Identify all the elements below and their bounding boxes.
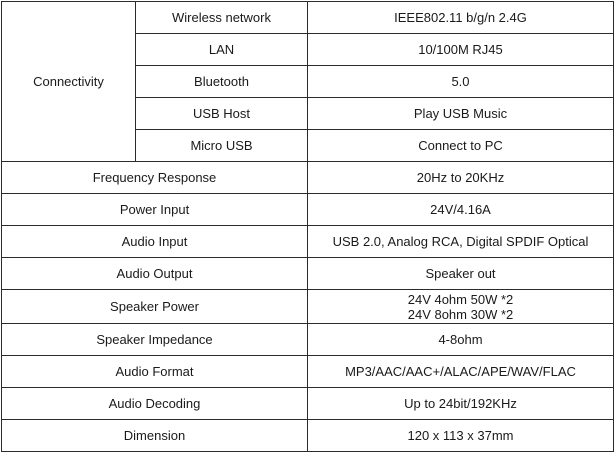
spec-name: Power Input	[2, 194, 308, 226]
spec-name: Audio Input	[2, 226, 308, 258]
table-row	[2, 2, 614, 34]
spec-value: Play USB Music	[308, 98, 614, 130]
spec-name: Audio Output	[2, 258, 308, 290]
spec-value: MP3/AAC/AAC+/ALAC/APE/WAV/FLAC	[308, 356, 614, 388]
spec-value: Connect to PC	[308, 130, 614, 162]
spec-value: 10/100M RJ45	[308, 34, 614, 66]
spec-name: Dimension	[2, 420, 308, 452]
spec-value: 120 x 113 x 37mm	[308, 420, 614, 452]
spec-value: Speaker out	[308, 258, 614, 290]
table-row	[2, 194, 614, 226]
spec-name: Speaker Power	[2, 290, 308, 324]
table-row	[2, 420, 614, 452]
spec-value: IEEE802.11 b/g/n 2.4G	[308, 2, 614, 34]
table-row	[2, 226, 614, 258]
spec-value-multiline	[308, 290, 614, 324]
spec-name: Frequency Response	[2, 162, 308, 194]
table-row	[2, 324, 614, 356]
table-row	[2, 388, 614, 420]
spec-value: 20Hz to 20KHz	[308, 162, 614, 194]
spec-value: 4-8ohm	[308, 324, 614, 356]
table-row	[2, 356, 614, 388]
spec-name: Wireless network	[136, 2, 308, 34]
table-row	[2, 162, 614, 194]
connectivity-group-label: Connectivity	[2, 2, 136, 162]
spec-table	[1, 1, 614, 452]
spec-value: 5.0	[308, 66, 614, 98]
spec-name: LAN	[136, 34, 308, 66]
spec-name: Audio Decoding	[2, 388, 308, 420]
spec-name: Micro USB	[136, 130, 308, 162]
spec-name: Speaker Impedance	[2, 324, 308, 356]
spec-value-line: 24V 8ohm 30W *2	[407, 306, 514, 322]
table-row	[2, 290, 614, 324]
spec-name: Bluetooth	[136, 66, 308, 98]
spec-value: Up to 24bit/192KHz	[308, 388, 614, 420]
spec-value: USB 2.0, Analog RCA, Digital SPDIF Optical	[308, 226, 614, 258]
spec-name: USB Host	[136, 98, 308, 130]
spec-value: 24V/4.16A	[308, 194, 614, 226]
table-row	[2, 258, 614, 290]
spec-name: Audio Format	[2, 356, 308, 388]
spec-value-line: 24V 4ohm 50W *2	[407, 291, 514, 307]
